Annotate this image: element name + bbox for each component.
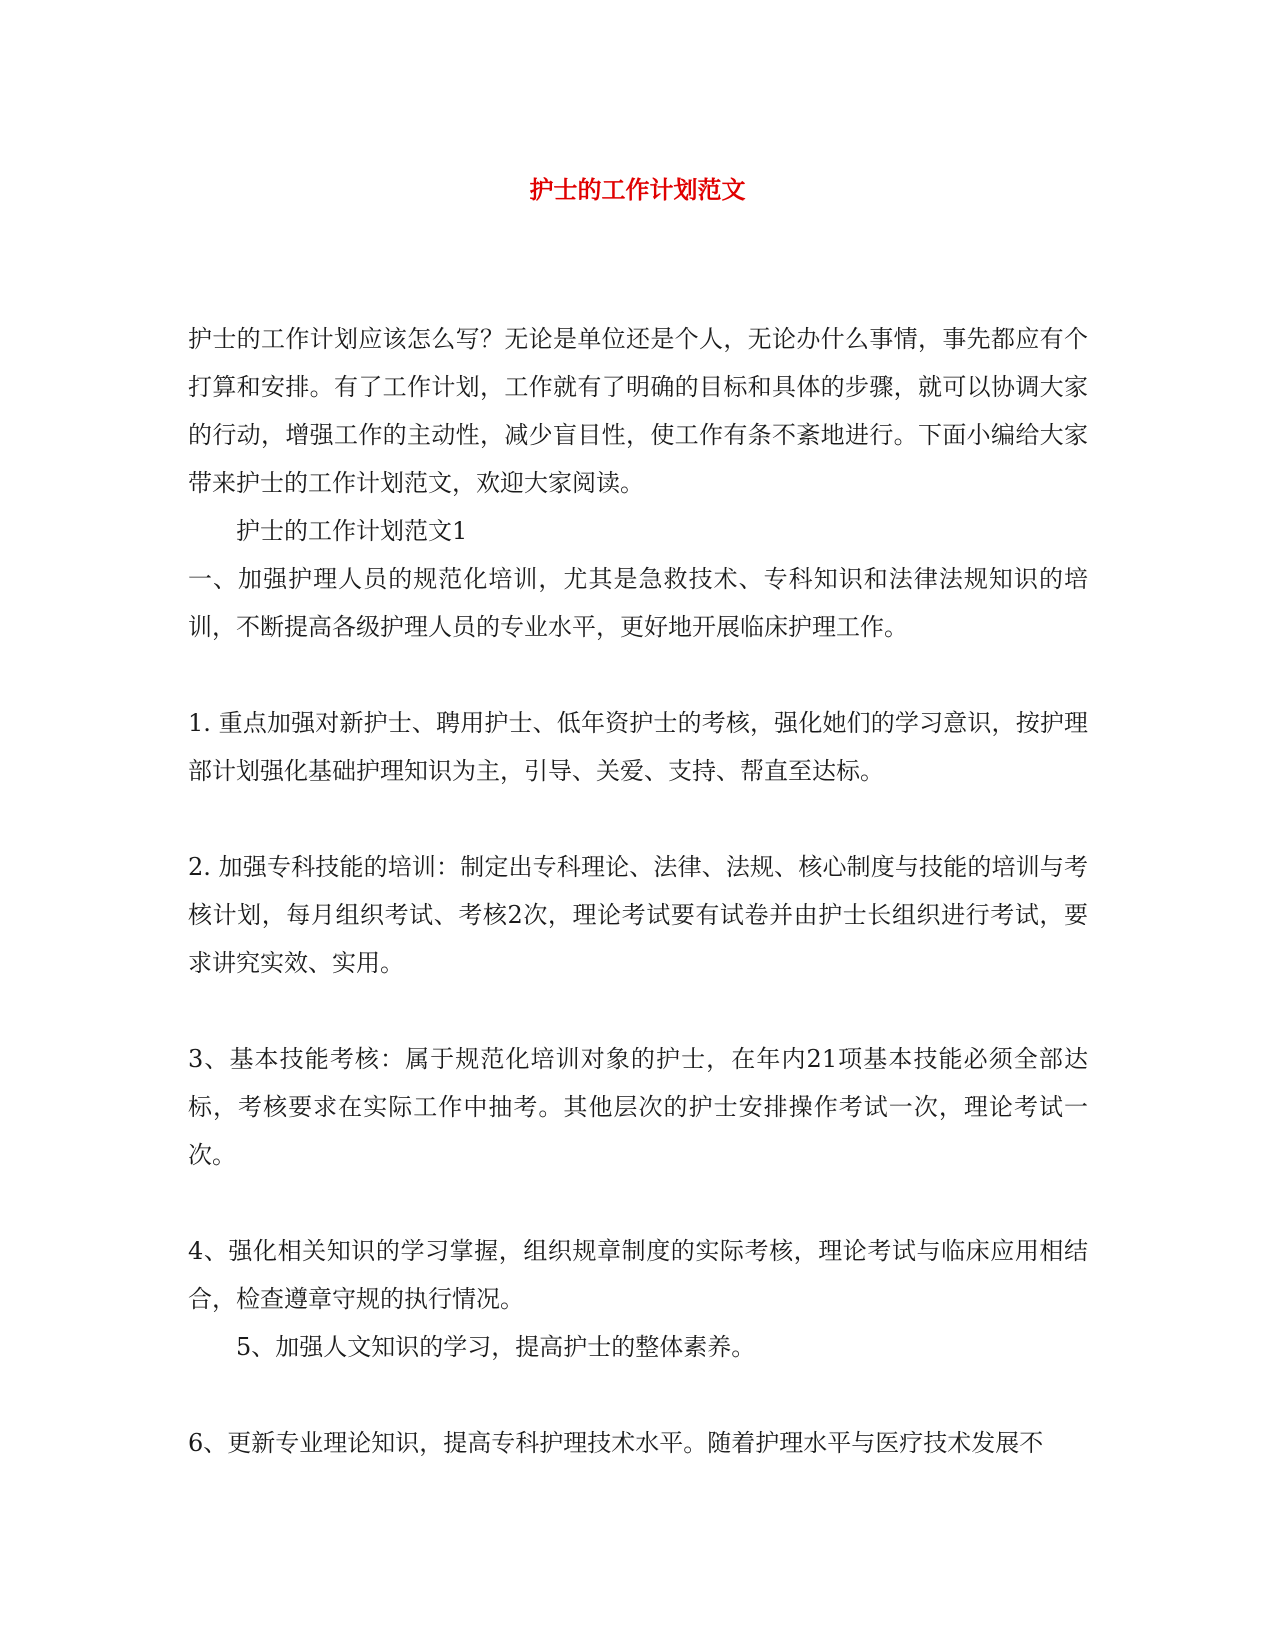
paragraph-item-1: 一、加强护理人员的规范化培训，尤其是急救技术、专科知识和法律法规知识的培训，不断提高各级护理人员的专业水平，更好地开展临床护理工作。	[188, 565, 1088, 641]
paragraph-item-5: 4、强化相关知识的学习掌握，组织规章制度的实际考核，理论考试与临床应用相结合，检查遵章守规的执行情况。	[188, 1237, 1088, 1313]
paragraph-item-4: 3、基本技能考核：属于规范化培训对象的护士，在年内21项基本技能必须全部达标，考核要求在实际工作中抽考。其他层次的护士安排操作考试一次，理论考试一次。	[188, 1045, 1088, 1169]
paragraph-item-6: 5、加强人文知识的学习，提高护士的整体素养。	[236, 1333, 756, 1361]
paragraph-item-3: 2. 加强专科技能的培训：制定出专科理论、法律、法规、核心制度与技能的培训与考核计划，每月组织考试、考核2次，理论考试要有试卷并由护士长组织进行考试，要求讲究实效、实用。	[188, 853, 1088, 977]
paragraph-item-2: 1. 重点加强对新护士、聘用护士、低年资护士的考核，强化她们的学习意识，按护理部计划强化基础护理知识为主，引导、关爱、支持、帮直至达标。	[188, 709, 1088, 785]
section-heading: 护士的工作计划范文1	[236, 517, 468, 545]
intro-paragraph: 护士的工作计划应该怎么写？无论是单位还是个人，无论办什么事情，事先都应有个打算和安排。有了工作计划，工作就有了明确的目标和具体的步骤，就可以协调大家的行动，增强工作的主动性，减少盲目性，使工作有条不紊地进行。下面小编给大家带来护士的工作计划范文，欢迎大家阅读。	[188, 325, 1088, 497]
paragraph-item-7: 6、更新专业理论知识，提高专科护理技术水平。随着护理水平与医疗技术发展不	[188, 1429, 1044, 1457]
document-body	[188, 315, 1088, 1467]
document-title: 护士的工作计划范文	[529, 176, 746, 204]
